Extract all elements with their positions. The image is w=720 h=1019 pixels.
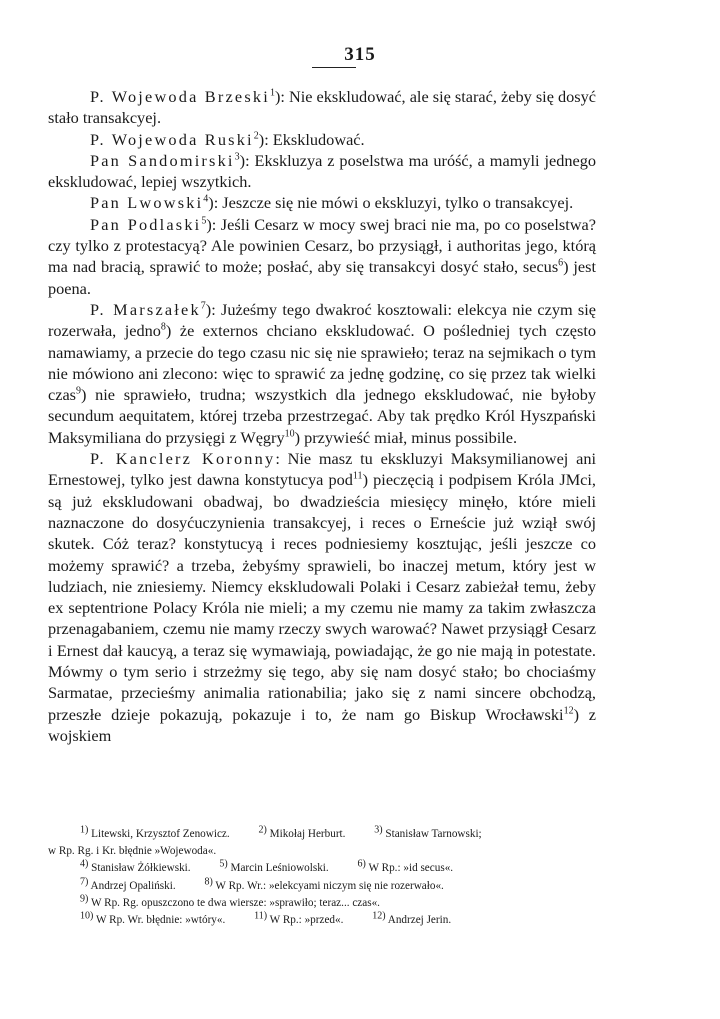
footnote-ref: 2	[253, 130, 259, 142]
footnote-text: W Rp. Rg. opuszczono te dwa wiersze: »sprawiło; teraz... czas«.	[90, 896, 380, 909]
footnote	[80, 875, 176, 892]
footnote-number: 10)	[80, 910, 94, 922]
speaker-name: P. Wojewoda Brzeski	[90, 87, 270, 106]
paragraph-text: ): Jeśli Cesarz w mocy swej braci nie ma, po co poselstwa? czy tylko z protestacyą? Ale powinien Cesarz, bo przysiągł, i authoritas jego, którą ma nad bracią, sprawić to może; posłać, aby się transakcyi dosyć stało, secus	[48, 214, 596, 277]
footnote-ref: 3	[234, 151, 240, 163]
paragraph	[48, 299, 596, 448]
footnote-number: 4)	[80, 858, 89, 870]
footnote-ref: 12	[563, 705, 574, 717]
paragraph	[48, 86, 596, 129]
body-text	[48, 86, 596, 746]
footnote-ref: 7	[200, 300, 206, 312]
footnote-text: Andrzej Opaliński.	[90, 879, 176, 892]
footnote	[372, 910, 452, 927]
footnote-line	[48, 912, 600, 929]
footnote-number: 6)	[357, 858, 366, 870]
footnote-number: 9)	[80, 893, 89, 905]
speaker-name: Pan Podlaski	[90, 214, 202, 234]
paragraph-text: ) że externos chciano ekskludować. O pośledniej tych często namawiamy, a przecie do tego czasu nic się nie sprawieło; teraz na sejmikach o tym nie mówiono ani zlecono: więc to sprawić za jednę godzinę, co się przez tak wielki czas	[48, 321, 597, 405]
footnote	[357, 858, 454, 875]
footnote	[80, 824, 230, 840]
paragraph	[48, 214, 596, 299]
paragraph-text: ) przywieść miał, minus possibile.	[294, 427, 518, 447]
footnote-line	[48, 895, 600, 912]
footnote-ref: 4	[203, 194, 209, 206]
footnote-line	[48, 860, 600, 877]
paragraph-text: ) jest poena.	[48, 257, 597, 298]
footnote-text: Litewski, Krzysztof Zenowicz.	[91, 828, 230, 840]
footnote	[258, 824, 346, 840]
footnote	[80, 893, 380, 909]
footnote-ref: 1	[269, 87, 275, 99]
page-number-underline	[312, 67, 356, 68]
footnote-text: Stanisław Żółkiewski.	[91, 862, 191, 875]
footnote	[374, 824, 482, 840]
footnote-text: W Rp. Wr. błędnie: »wtóry«.	[95, 914, 226, 927]
footnote-number: 7)	[80, 875, 89, 887]
speaker-name: P. Marszałek	[90, 299, 201, 319]
footnote	[204, 875, 444, 892]
footnote-text: Marcin Leśniowolski.	[230, 862, 329, 875]
paragraph-text: ): Ekskluzya z poselstwa ma uróść, a mamyli jednego ekskludować, lepiej wszytkich.	[48, 150, 597, 192]
footnote-ref: 8	[160, 321, 166, 333]
footnote-number: 1)	[80, 824, 89, 836]
footnote	[219, 858, 329, 875]
paragraph-text: : Nie masz tu ekskluzyi Maksymilianowej ani Ernestowej, tylko jest dawna konstytucya pod	[48, 449, 596, 490]
paragraph-text: ) pieczęcią i podpisem Króla JMci, są już ekskludowani obadwaj, bo dwadzieścia miesięcy minęło, które mieli naznaczone do dosyćuczynienia transakcyej, i reces o Erneście już wziął swój skutek. Cóż teraz? konstytucyą i reces podniesiemy kosztując, jeśli jeszcze co możemy sprawić? a trzeba, żebyśmy sprawieli, bo inaczej metum, który jest w ludziach, nie zniesiemy. Niemcy ekskludowali Polaki i Cesarz zabieżał temu, żeby ex septentrione Polacy Króla nie mieli; a my czemu nie mamy za takim zwłaszcza przenagabaniem, czemu nie mamy rzeczy swych warować? Nawet przysiągł Cesarz i Ernest dał kaucyą, a teraz się wymawiają, powiadając, że go nie mają in potestate. Mówmy o tym serio i strzeżmy się tego, aby się nam dosyć stało; bo chociaśmy Sarmatae, przecieśmy animalia rationabilia; jako się z nami sincere obchodzą, przeszłe dzieje pokazują, pokazuje i to, że nam go Biskup Wrocławski	[48, 470, 596, 724]
speaker-name: P. Wojewoda Ruski	[90, 129, 254, 149]
footnote-text: w Rp. Rg. i Kr. błędnie »Wojewoda«.	[48, 845, 217, 858]
footnote-text: W Rp.: »przed«.	[269, 914, 344, 927]
paragraph-text: ): Jużeśmy tego dwakroć kosztowali: elekcya nie czym się rozerwała, jedno	[48, 299, 596, 341]
footnote-ref: 11	[352, 470, 363, 482]
paragraph	[48, 150, 596, 193]
footnote-line	[48, 843, 600, 860]
speaker-name: Pan Lwowski	[90, 193, 204, 213]
paragraph	[48, 129, 596, 150]
page-number: 315	[344, 44, 376, 65]
footnote	[80, 910, 226, 927]
footnote-text: W Rp.: »id secus«.	[368, 862, 454, 875]
paragraph-text: ): Nie ekskludować, ale się starać, żeby się dosyć stało transakcyej.	[48, 87, 596, 128]
paragraph-text: ) nie sprawieło, trudna; wszystkich dla jednego ekskludować, nie byłoby secundum aequitatem, której trzeba przestrzegać. Aby tak prędko Król Hyszpański Maksymiliana do przysięgi z Węgry	[48, 385, 596, 447]
footnote-number: 12)	[372, 910, 386, 922]
speaker-name: P. Kanclerz Koronny	[90, 449, 276, 469]
footnote	[254, 910, 344, 927]
footnote-text: Mikołaj Herburt.	[269, 828, 346, 840]
paragraph-text: ): Ekskludować.	[258, 129, 365, 149]
paragraph-text: ): Jeszcze się nie mówi o ekskluzyi, tylko o transakcyej.	[208, 193, 574, 213]
footnote-line	[48, 875, 600, 895]
speaker-name: Pan Sandomirski	[90, 150, 235, 170]
footnote-ref: 9	[76, 385, 82, 397]
footnote-number: 2)	[258, 824, 267, 836]
footnote-number: 8)	[204, 875, 213, 887]
footnote-ref: 6	[558, 257, 564, 269]
paragraph	[48, 192, 596, 213]
footnote-number: 3)	[374, 824, 383, 836]
footnote	[80, 858, 191, 875]
paragraph-text: ) z wojskiem	[48, 704, 596, 745]
footnote-ref: 5	[201, 215, 207, 227]
paragraph	[48, 448, 596, 746]
footnote-text: Stanisław Tarnowski;	[385, 828, 482, 840]
footnotes	[48, 826, 600, 929]
footnote-line	[48, 826, 600, 843]
footnote-text: W Rp. Wr.: »elekcyami niczym się nie rozerwało«.	[215, 879, 444, 892]
footnote-number: 11)	[254, 910, 268, 922]
footnote-text: Andrzej Jerin.	[387, 914, 452, 927]
footnote-ref: 10	[284, 428, 295, 440]
footnote-number: 5)	[219, 858, 228, 870]
